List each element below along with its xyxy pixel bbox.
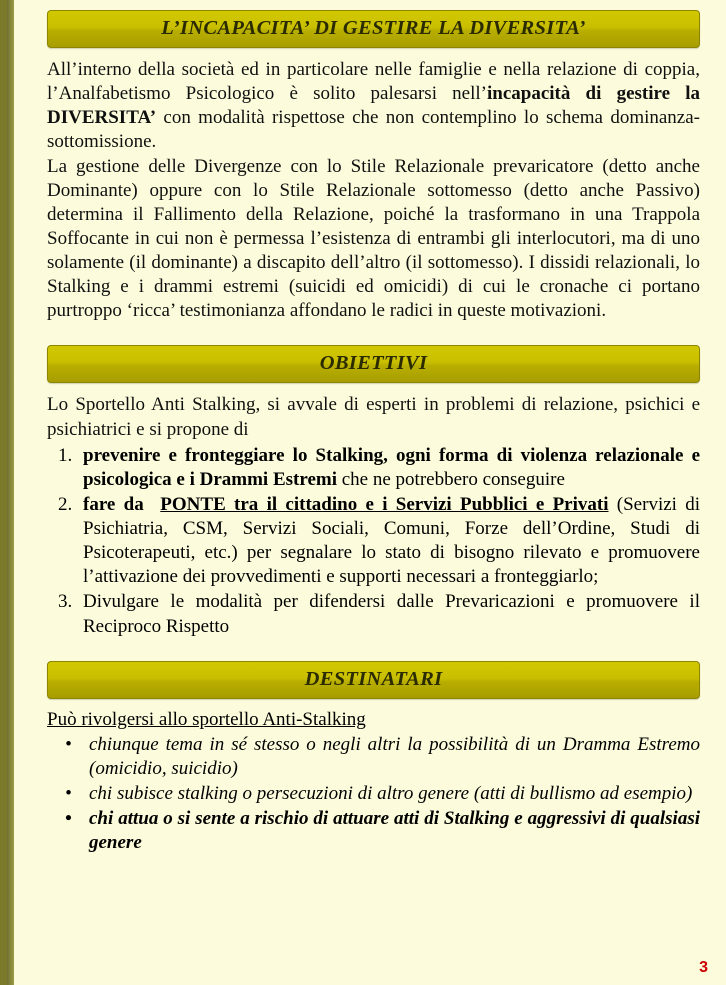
- paragraph-incapacita-1: [47, 58, 700, 155]
- list-item: • chi subisce stalking o persecuzioni di altro genere (atti di bullismo ad esempio): [77, 782, 700, 806]
- list-item: • chi attua o si sente a rischio di attuare atti di Stalking e aggressivi di qualsiasi genere: [77, 807, 700, 855]
- objective-2-rest: (Servizi di Psichiatria, CSM, Servizi Sociali, Comuni, Forze dell’Ordine, Studi di Psicoterapeuti, etc.) per segnalare lo stato di bisogno rilevato e promuovere l’attivazione dei provvedimenti e supporti necessari a fronteggiarlo;: [83, 493, 700, 588]
- list-item: [77, 493, 700, 590]
- left-decorative-bar: [7, 0, 14, 985]
- objectives-list: [47, 444, 700, 639]
- objective-2-underlined: PONTE tra il cittadino e i Servizi Pubblici e Privati: [160, 493, 609, 515]
- obiettivi-intro: Lo Sportello Anti Stalking, si avvale di esperti in problemi di relazione, psichici e psichiatrici e si propone di: [47, 394, 700, 440]
- list-item: [77, 444, 700, 492]
- recipients-list: [47, 733, 700, 856]
- section-title-obiettivi: OBIETTIVI: [47, 345, 700, 383]
- list-item: • chiunque tema in sé stesso o negli altri la possibilità di un Dramma Estremo (omicidio, suicidio): [77, 733, 700, 781]
- objective-3-text: Divulgare le modalità per difendersi dalle Prevaricazioni e promuovere il Reciproco Rispetto: [83, 591, 700, 637]
- recipients-lead-text: Può rivolgersi allo sportello Anti-Stalking: [47, 708, 366, 730]
- objective-1-rest: che ne potrebbero conseguire: [337, 468, 565, 490]
- paragraph-text-a: All’interno della società ed in particolare nelle famiglie e nella relazione di coppia, l’Analfabetismo Psicologico è solito palesarsi nell’: [47, 59, 700, 105]
- paragraph-text-b: con modalità rispettose che non contemplino lo schema dominanza-sottomissione.: [47, 107, 700, 153]
- section-title-incapacita: L’INCAPACITA’ DI GESTIRE LA DIVERSITA’: [47, 10, 700, 48]
- list-item: [77, 590, 700, 638]
- paragraph-text-bold: incapacità di gestire la DIVERSITA’: [47, 83, 700, 129]
- objective-2-lead: fare da: [83, 493, 144, 515]
- section-title-destinatari: DESTINATARI: [47, 661, 700, 699]
- paragraph-incapacita-2: La gestione delle Divergenze con lo Stile Relazionale prevaricatore (detto anche Dominante) oppure con lo Stile Relazionale sottomesso (detto anche Passivo) determina il Fallimento della Relazione, poiché la trasformano in una Trappola Soffocante in cui non è permessa l’esistenza di entrambi gli interlocutori, ma di uno solamente (il dominante) a discapito dell’altro (il sottomesso). I dissidi relazionali, lo Stalking e i drammi estremi (suicidi ed omicidi) di cui le cronache ci portano purtroppo ‘ricca’ testimonianza affondano le radici in queste motivazioni.: [47, 155, 700, 322]
- slide-content: [14, 0, 726, 985]
- page-number: 3: [699, 959, 708, 976]
- objective-1-bold: prevenire e fronteggiare lo Stalking, ogni forma di violenza relazionale e psicologica e i Drammi Estremi: [83, 444, 700, 490]
